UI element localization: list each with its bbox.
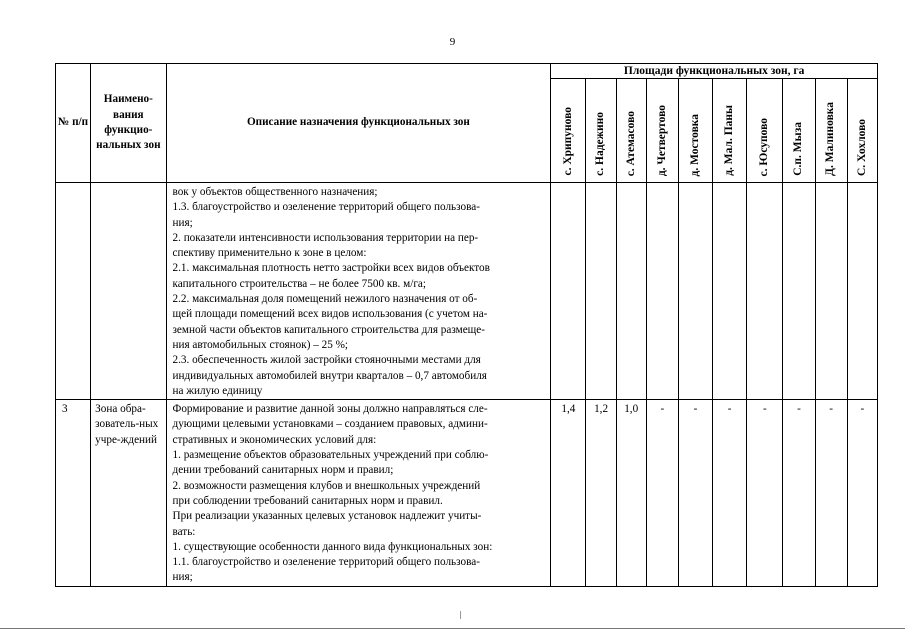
settlement-label: с. Надежино <box>594 112 607 176</box>
area-value <box>713 183 747 400</box>
area-value: 1,4 <box>551 400 586 587</box>
area-value: 1,2 <box>586 400 616 587</box>
area-value: - <box>713 400 747 587</box>
description-line: 2.1. максимальная плотность нетто застройки всех видов объектов <box>172 262 490 275</box>
description-line: дующими целевыми установками – созданием правовых, админи- <box>172 418 488 431</box>
area-value <box>815 183 847 400</box>
description-line: При реализации указанных целевых установок надлежит учиты- <box>172 510 482 523</box>
description-line: вок у объектов общественного назначения; <box>172 186 378 198</box>
description-line: 2.3. обеспеченность жилой застройки стояночными местами для <box>172 354 481 367</box>
description-line: 2. показатели интенсивности использования территории на пер- <box>172 231 479 244</box>
settlement-label: с. Юсупово <box>758 117 771 176</box>
settlement-header <box>747 79 783 183</box>
settlement-header <box>713 79 747 183</box>
description-line: спективу применительно к зоне в целом: <box>172 247 367 260</box>
settlement-label: д. Четвертово <box>655 104 668 176</box>
settlement-header <box>586 79 616 183</box>
functional-zones-table <box>55 63 878 587</box>
description-line: 1.3. благоустройство и озеленение территорий общего пользова- <box>172 201 480 214</box>
area-value <box>747 183 783 400</box>
table-row <box>56 183 878 400</box>
settlement-header <box>678 79 712 183</box>
settlement-label: с. Хрипуново <box>561 107 574 176</box>
area-value: - <box>646 400 678 587</box>
header-num: № п/п <box>56 64 91 183</box>
settlement-header <box>783 79 815 183</box>
description-line: ния автомобильных стоянок) – 25 %; <box>172 338 349 351</box>
page-number: 9 <box>449 36 456 48</box>
description-line: 1. размещение объектов образовательных учреждений при соблю- <box>172 449 489 462</box>
settlement-label: д. Мостовка <box>688 113 701 176</box>
zone-description <box>166 183 551 400</box>
area-value: 1,0 <box>616 400 646 587</box>
row-num: 3 <box>56 400 91 587</box>
settlement-label: д. Мал. Паны <box>722 105 735 176</box>
header-areas-title: Площади функциональных зон, га <box>551 64 878 79</box>
area-value <box>678 183 712 400</box>
description-line: 1. существующие особенности данного вида функциональных зон: <box>172 540 493 553</box>
description-line: 1.1. благоустройство и озеленение территорий общего пользова- <box>172 556 480 569</box>
area-value: - <box>783 400 815 587</box>
settlement-label: С. Хохлово <box>855 118 868 176</box>
description-line: дении требований санитарных норм и правил; <box>172 464 394 477</box>
settlement-label: с. Атемасово <box>624 110 637 176</box>
description-line: на жилую единицу <box>172 384 263 397</box>
settlement-header <box>551 79 586 183</box>
header-description: Описание назначения функциональных зон <box>166 64 551 183</box>
settlement-header <box>646 79 678 183</box>
description-line: капитального строительства – не более 7500 кв. м/га; <box>172 277 426 290</box>
settlement-label: С.п. Мыза <box>792 122 805 176</box>
area-value <box>586 183 616 400</box>
area-value: - <box>678 400 712 587</box>
area-value <box>646 183 678 400</box>
page-bottom-edge <box>0 628 905 629</box>
area-value <box>551 183 586 400</box>
settlement-header <box>616 79 646 183</box>
area-value: - <box>847 400 877 587</box>
description-line: при соблюдении требований санитарных норм и правил. <box>172 494 443 507</box>
area-value <box>783 183 815 400</box>
description-line: земной части объектов капитального строительства для размеще- <box>172 323 485 336</box>
description-line: вать: <box>172 525 196 538</box>
description-line: ния; <box>172 216 193 229</box>
table-row <box>56 400 878 587</box>
row-num <box>56 183 91 400</box>
description-line: ния; <box>172 571 193 584</box>
zone-name <box>91 183 166 400</box>
area-value: - <box>747 400 783 587</box>
area-value: - <box>815 400 847 587</box>
description-line: 2.2. максимальная доля помещений нежилого назначения от об- <box>172 293 478 306</box>
description-line: Формирование и развитие данной зоны должно направляться сле- <box>172 403 488 416</box>
description-line: индивидуальных автомобилей внутри кварталов – 0,7 автомобиля <box>172 369 487 382</box>
zone-description <box>166 400 551 587</box>
zone-name: Зона обра-зователь-ных учре-ждений <box>91 400 166 587</box>
scan-mark <box>460 611 461 619</box>
area-value <box>616 183 646 400</box>
settlement-label: Д. Малиновка <box>824 102 837 176</box>
header-name: Наимено-вания функцио-нальных зон <box>91 64 166 183</box>
description-line: стративных и экономических условий для: <box>172 433 377 446</box>
area-value <box>847 183 877 400</box>
description-line: щей площади помещений всех видов использования (с учетом на- <box>172 308 488 321</box>
settlement-header <box>815 79 847 183</box>
description-line: 2. возможности размещения клубов и внешкольных учреждений <box>172 479 481 492</box>
settlement-header <box>847 79 877 183</box>
